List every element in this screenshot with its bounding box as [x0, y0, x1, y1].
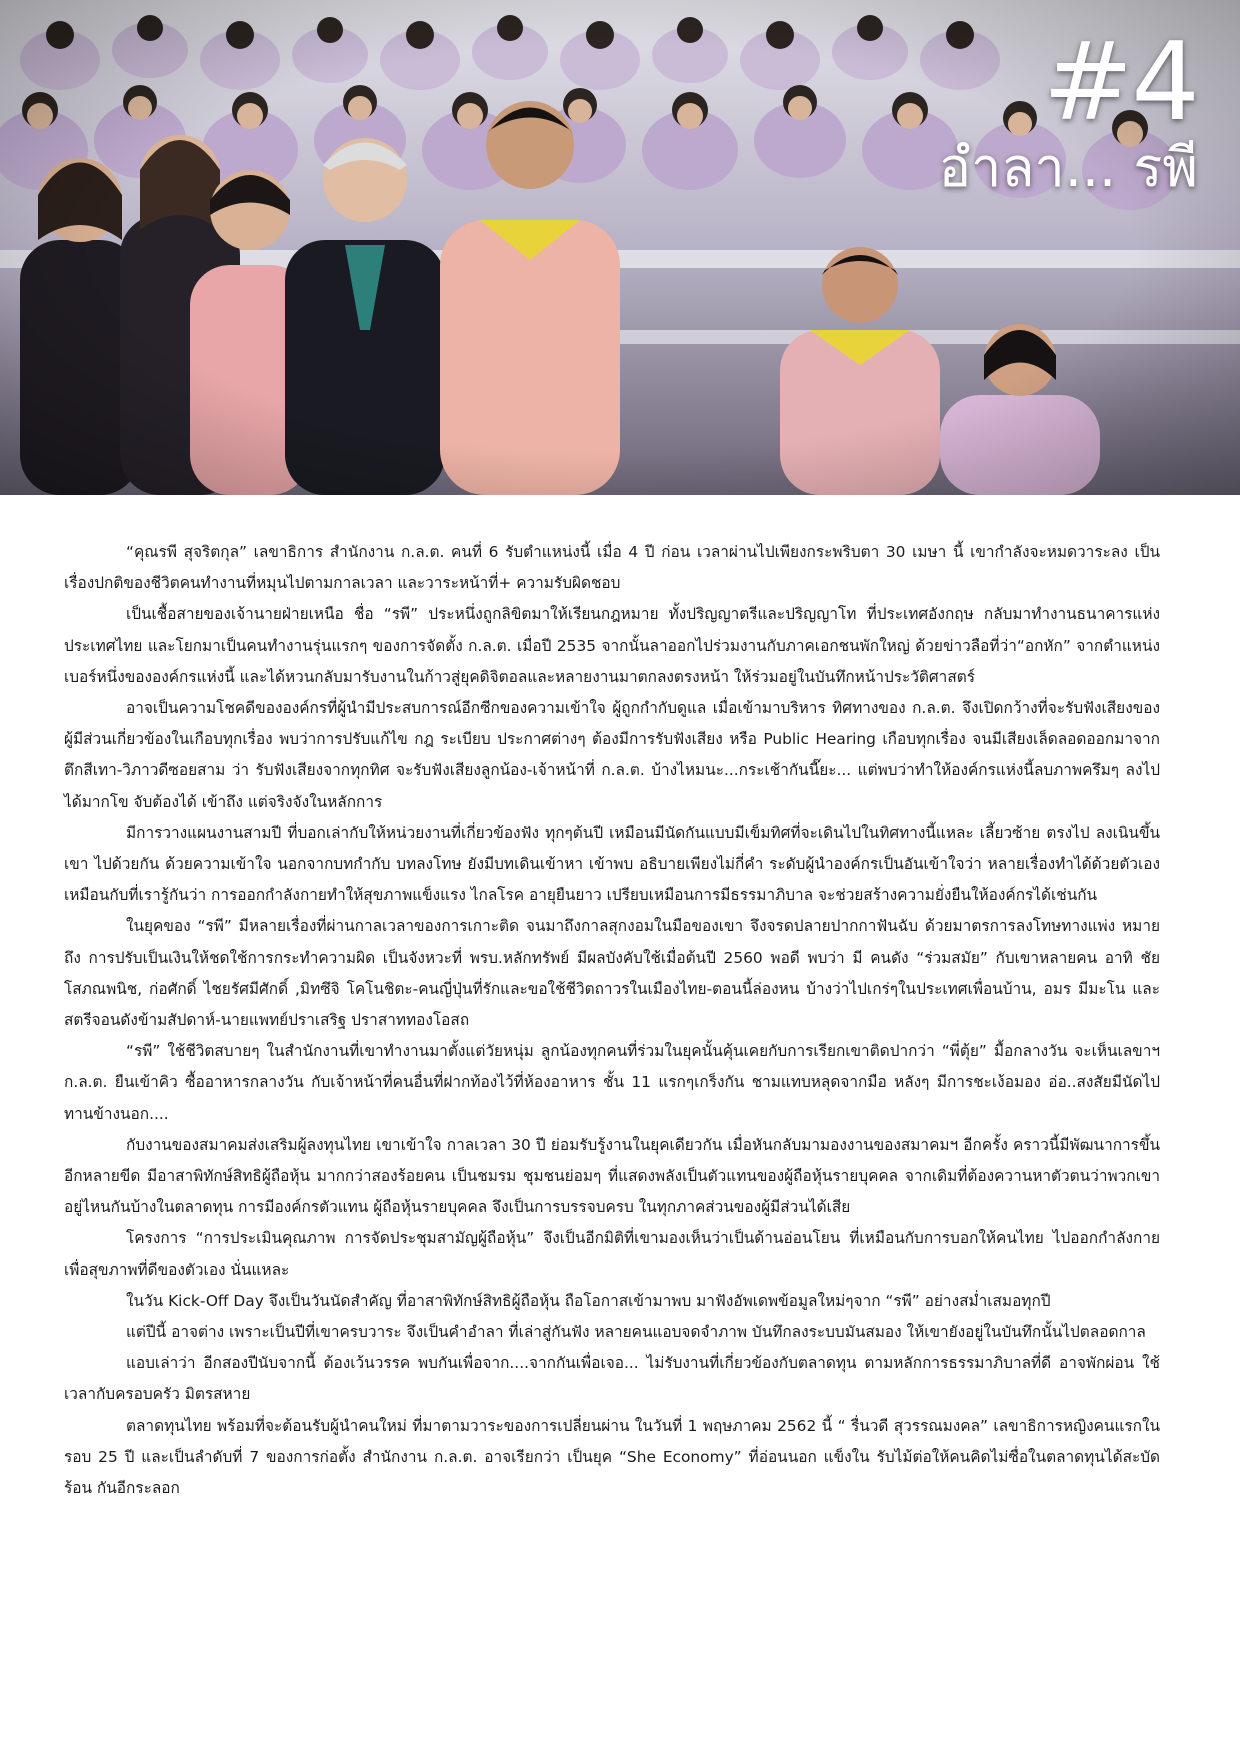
paragraph: ในยุคของ “รพี” มีหลายเรื่องที่ผ่านกาลเวลาของการเกาะติด จนมาถึงกาลสุกงอมในมือของเขา จึงจรดปลายปากกาฟันฉับ ด้วยมาตรการลงโทษทางแพ่ง หมายถึง การปรับเป็นเงินให้ชดใช้การกระทำความผิด เป็นจังหวะที่ พรบ.หลักทรัพย์ มีผลบังคับใช้เมื่อต้นปี 2560 พอดี พบว่า มี คนดัง “ร่วมสมัย” กับเขาหลายคน อาทิ ชัย โสภณพนิช, ก่อศักดิ์ ไชยรัศมีศักดิ์ ,มิทซึจิ โคโนชิตะ-คนญี่ปุ่นที่รักและขอใช้ชีวิตถาวรในเมืองไทย-ตอนนี้ล่องหน บ้างว่าไปเกร่ๆในประเทศเพื่อนบ้าน, อมร มีมะโน และสตรีจอนดังข้ามสัปดาห์-นายแพทย์ปราเสริฐ ปราสาททองโอสถ — [64, 917, 1160, 1030]
paragraph: มีการวางแผนงานสามปี ที่บอกเล่ากับให้หน่วยงานที่เกี่ยวข้องฟัง ทุกๆต้นปี เหมือนมีนัดกันแบบมีเข็มทิศที่จะเดินไปในทิศทางนี้แหละ เลี้ยวซ้าย ตรงไป ลงเนินขึ้นเขา ไปด้วยกัน ด้วยความเข้าใจ นอกจากบทกำกับ บทลงโทษ ยังมีบทเดินเข้าหา เข้าพบ อธิบายเพียงไม่กี่คำ ระดับผู้นำองค์กรเป็นอันเข้าใจว่า หลายเรื่องทำได้ด้วยตัวเอง เหมือนกับที่เรารู้กันว่า การออกกำลังกายทำให้สุขภาพแข็งแรง ไกลโรค อายุยืนยาว เปรียบเหมือนการมีธรรมาภิบาล จะช่วยสร้างความยั่งยืนให้องค์กรได้เช่นกัน — [64, 823, 1160, 905]
article-body — [64, 537, 1160, 1504]
paragraph: อาจเป็นความโชคดีขององค์กรที่ผู้นำมีประสบการณ์อีกซีกของความเข้าใจ ผู้ถูกกำกับดูแล เมื่อเข้ามาบริหาร ทิศทางของ ก.ล.ต. จึงเปิดกว้างที่จะรับฟังเสียงของผู้มีส่วนเกี่ยวข้องในเกือบทุกเรื่อง พบว่าการปรับแก้ไข กฎ ระเบียบ ประกาศต่างๆ ต้องมีการรับฟังเสียง หรือ Public Hearing เกือบทุกเรื่อง จนมีเสียงเล็ดลอดออกมาจากตึกสีเทา-วิภาวดีซอยสาม ว่า รับฟังเสียงจากทุกทิศ จะรับฟังเสียงลูกน้อง-เจ้าหน้าที่ ก.ล.ต. บ้างไหมนะ...กระเช้ากันนี๊ยะ... แต่พบว่าทำให้องค์กรแห่งนี้ลบภาพครึมๆ ลงไปได้มากโข จับต้องได้ เข้าถึง แต่จริงจังในหลักการ — [64, 699, 1160, 811]
hero-number: #4 — [1042, 20, 1198, 145]
paragraph: ตลาดทุนไทย พร้อมที่จะต้อนรับผู้นำคนใหม่ ที่มาตามวาระของการเปลี่ยนผ่าน ในวันที่ 1 พฤษภาคม 2562 นี้ “ รื่นวดี สุวรรณมงคล” เลขาธิการหญิงคนแรกในรอบ 25 ปี และเป็นลำดับที่ 7 ของการก่อตั้ง สำนักงาน ก.ล.ต. อาจเรียกว่า เป็นยุค “She Economy” ที่อ่อนนอก แข็งใน รับไม้ต่อให้คนคิดไม่ซื่อในตลาดทุนได้สะบัดร้อน กันอีกระลอก — [64, 1416, 1160, 1498]
paragraph: ในวัน Kick-Off Day จึงเป็นวันนัดสำคัญ ที่อาสาพิทักษ์สิทธิผู้ถือหุ้น ถือโอกาสเข้ามาพบ มาฟังอัพเดพข้อมูลใหม่ๆจาก “รพี” อย่างสม่ำเสมอทุกปี — [126, 1291, 1051, 1310]
paragraph: เป็นเชื้อสายของเจ้านายฝ่ายเหนือ ชื่อ “รพี” ประหนึ่งถูกลิขิตมาให้เรียนกฎหมาย ทั้งปริญญาตรีและปริญญาโท ที่ประเทศอังกฤษ กลับมาทำงานธนาคารแห่งประเทศไทย และโยกมาเป็นคนทำงานรุ่นแรกๆ ของการจัดตั้ง ก.ล.ต. เมื่อปี 2535 จากนั้นลาออกไปร่วมงานกับภาคเอกชนพักใหญ่ ด้วยข่าวลือที่ว่า“อกหัก” จากตำแหน่งเบอร์หนึ่งขององค์กรแห่งนี้ และได้หวนกลับมารับงานในก้าวสู่ยุคดิจิตอลและหลายงานมาตกลงตรงหน้า ให้ร่วมอยู่ในบันทึกหน้าประวัติศาสตร์ — [64, 605, 1160, 686]
paragraph: “คุณรพี สุจริตกุล” เลขาธิการ สำนักงาน ก.ล.ต. คนที่ 6 รับตำแหน่งนี้ เมื่อ 4 ปี ก่อน เวลาผ่านไปเพียงกระพริบตา 30 เมษา นี้ เขากำลังจะหมดวาระลง เป็นเรื่องปกติของชีวิตคนทำงานที่หมุนไปตามกาลเวลา และวาระหน้าที่+ ความรับผิดชอบ — [64, 543, 1160, 593]
paragraph: “รพี” ใช้ชีวิตสบายๆ ในสำนักงานที่เขาทำงานมาตั้งแต่วัยหนุ่ม ลูกน้องทุกคนที่ร่วมในยุคนั้นคุ้นเคยกับการเรียกเขาติดปากว่า “พี่ตุ้ย” มื้อกลางวัน จะเห็นเลขาฯ ก.ล.ต. ยืนเข้าคิว ซื้ออาหารกลางวัน กับเจ้าหน้าที่คนอื่นที่ฝากท้องไว้ที่ห้องอาหาร ชั้น 11 แรกๆเกร็งกัน ชามแทบหลุดจากมือ หลังๆ มีการชะเง้อมอง อ่อ..สงสัยมีนัดไปทานข้างนอก.... — [64, 1042, 1160, 1123]
hero-subtitle: อำลา... รพี — [938, 136, 1198, 199]
paragraph: โครงการ “การประเมินคุณภาพ การจัดประชุมสามัญผู้ถือหุ้น” จึงเป็นอีกมิติที่เขามองเห็นว่าเป็นด้านอ่อนโยน ที่เหมือนกับการบอกให้คนไทย ไปออกกำลังกายเพื่อสุขภาพที่ดีของตัวเอง นั่นแหละ — [64, 1229, 1160, 1279]
hero-photo — [0, 0, 1240, 495]
paragraph: แอบเล่าว่า อีกสองปีนับจากนี้ ต้องเว้นวรรค พบกันเพื่อจาก....จากกันเพื่อเจอ... ไม่รับงานที่เกี่ยวข้องกับตลาดทุน ตามหลักการธรรมาภิบาลที่ดี อาจพักผ่อน ใช้เวลากับครอบครัว มิตรสหาย — [64, 1354, 1160, 1404]
hero-badge — [938, 20, 1198, 199]
paragraph: แต่ปีนี้ อาจต่าง เพราะเป็นปีที่เขาครบวาระ จึงเป็นคำอำลา ที่เล่าสู่กันฟัง หลายคนแอบจดจำภาพ บันทึกลงระบบมันสมอง ให้เขายังอยู่ในบันทึกนั้นไปตลอดกาล — [126, 1323, 1146, 1342]
paragraph: กับงานของสมาคมส่งเสริมผู้ลงทุนไทย เขาเข้าใจ กาลเวลา 30 ปี ย่อมรับรู้งานในยุคเดียวกัน เมื่อหันกลับมามองงานของสมาคมฯ อีกครั้ง คราวนี้มีพัฒนาการขึ้นอีกหลายขีด มีอาสาพิทักษ์สิทธิผู้ถือหุ้น มากกว่าสองร้อยคน เป็นชมรม ชุมชนย่อมๆ ที่แสดงพลังเป็นตัวแทนของผู้ถือหุ้นรายบุคคล จากเดิมที่ต้องควานหาตัวตนว่าพวกเขาอยู่ไหนกันบ้างในตลาดทุน การมีองค์กรตัวแทน ผู้ถือหุ้นรายบุคคล จึงเป็นการบรรจบครบ ในทุกภาคส่วนของผู้มีส่วนได้เสีย — [64, 1135, 1160, 1217]
